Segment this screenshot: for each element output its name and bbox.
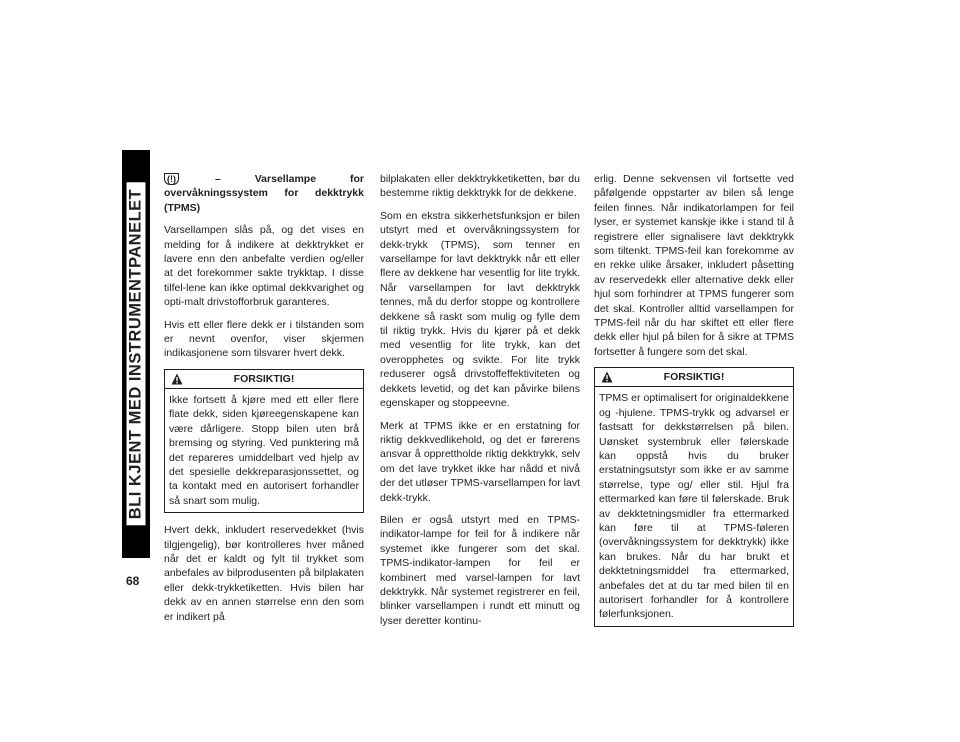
paragraph: Bilen er også utstyrt med en TPMS-indikator-lampe for feil for å indikere når systemet ikke fungerer som det skal. TPMS-indikator-lampen for feil er kombinert med varsel-lampen for lavt dekktrykk. Når systemet registrerer en feil, blinker varsellampen i rundt ett minutt og lyser deretter kontinu- (380, 513, 580, 627)
tpms-heading-text: – Varsellampe for overvåkningssystem for dekktrykk (TPMS) (164, 173, 365, 214)
caution-box (164, 369, 364, 513)
caution-box (594, 367, 794, 627)
caution-text: Ikke fortsett å kjøre med ett eller flere flate dekk, siden kjøreegenskapene kan være dårligere. Stopp bilen uten brå bremsing og styring. Ved punktering må det repareres umiddelbart ved hjelp av det spesielle dekkreparasjonssettet, og ta kontakt med en autorisert forhandler så snart som mulig. (169, 393, 359, 507)
paragraph: Som en ekstra sikkerhetsfunksjon er bilen utstyrt med et overvåkningssystem for dekk-trykk (TPMS), som tenner en varsellampe for lavt dekktrykk når ett eller flere av dekkene har vesentlig for lite trykk. Når varsellampen for lavt dekktrykk tennes, må du derfor stoppe og kontrollere dekkene så raskt som mulig og fylle dem til riktig trykk. Hvis du kjører på et dekk med vesentlig for lite trykk, kan det overopphetes og svikte. For lite trykk reduserer også drivstoffeffektiviteten og dekkets levetid, og det kan påvirke bilens egenskaper og stoppeevne. (380, 209, 580, 410)
column-2 (380, 172, 580, 636)
page-number: 68 (126, 574, 140, 588)
paragraph: Hvis ett eller flere dekk er i tilstanden som er nevnt ovenfor, viser skjermen indikasjonene som tilsvarer hvert dekk. (164, 318, 364, 360)
caution-title: FORSIKTIG! (233, 372, 295, 385)
section-side-title: BLI KJENT MED INSTRUMENTPANELET (127, 183, 146, 526)
column-3 (594, 172, 794, 637)
caution-icon (171, 373, 183, 385)
caution-title: FORSIKTIG! (663, 371, 725, 384)
column-1 (164, 172, 364, 632)
caution-icon (601, 371, 613, 383)
paragraph: Merk at TPMS ikke er en erstatning for riktig dekkvedlikehold, og det er førerens ansvar å opprettholde riktig dekktrykk, selv om det lave trykket ikke har nådd et nivå der det utløser TPMS-varsellampen for lavt dekk-trykk. (380, 419, 580, 504)
paragraph: Varsellampen slås på, og det vises en melding for å indikere at dekktrykket er lavere enn den anbefalte verdien og/eller at det forekommer sakte trykktap. I disse tilfel-lene kan ikke optimal dekkvarighet og opti-malt drivstofforbruk garanteres. (164, 224, 364, 309)
caution-header (165, 370, 363, 389)
caution-header (595, 368, 793, 387)
paragraph: erlig. Denne sekvensen vil fortsette ved påfølgende oppstarter av bilen så lenge feilen finnes. Når indikatorlampen for feil lyser, er systemet kanskje ikke i stand til å registrere eller signalisere lavt dekktrykk som tiltenkt. TPMS-feil kan forekomme av en rekke ulike årsaker, inkludert påsetting av reservedekk eller alternative dekk eller hjul som forhindrer at TPMS fungerer som det skal. Kontroller alltid varsellampen for TPMS-feil når du har skiftet ett eller flere dekk eller hjul på bilen for å sikre at TPMS fortsetter å fungere som det skal. (594, 173, 794, 358)
paragraph: Hvert dekk, inkludert reservedekket (hvis tilgjengelig), bør kontrolleres hver måned når det er kaldt og fylt til trykket som anbefales av bilprodusenten på bilplakaten eller dekk-trykketiketten. Hvis bilen har dekk av en annen størrelse enn den som er indikert på (164, 524, 364, 623)
caution-text: TPMS er optimalisert for originaldekkene og -hjulene. TPMS-trykk og advarsel er fastsatt for dekkstørrelsen på bilen. Uønsket systembruk eller følerskade kan oppstå hvis du bruker erstatningsutstyr som ikke er av samme størrelse, type og/ eller stil. Hjul fra ettermarked kan føre til følerskade. Bruk av dekktetningsmidler fra ettermarked kan føre til at TPMS-føleren (overvåkningssystem for dekktrykk) ikke kan brukes. Når du har brukt et dekktetningsmiddel fra ettermarked, anbefales det at du tar med bilen til en autorisert forhandler for å kontrollere følerfunksjonen. (599, 392, 789, 621)
tpms-heading (164, 172, 364, 215)
tpms-warning-icon: (!) (164, 173, 179, 185)
paragraph: bilplakaten eller dekktrykketiketten, bør du bestemme riktig dekktrykk for de dekkene. (380, 173, 580, 200)
